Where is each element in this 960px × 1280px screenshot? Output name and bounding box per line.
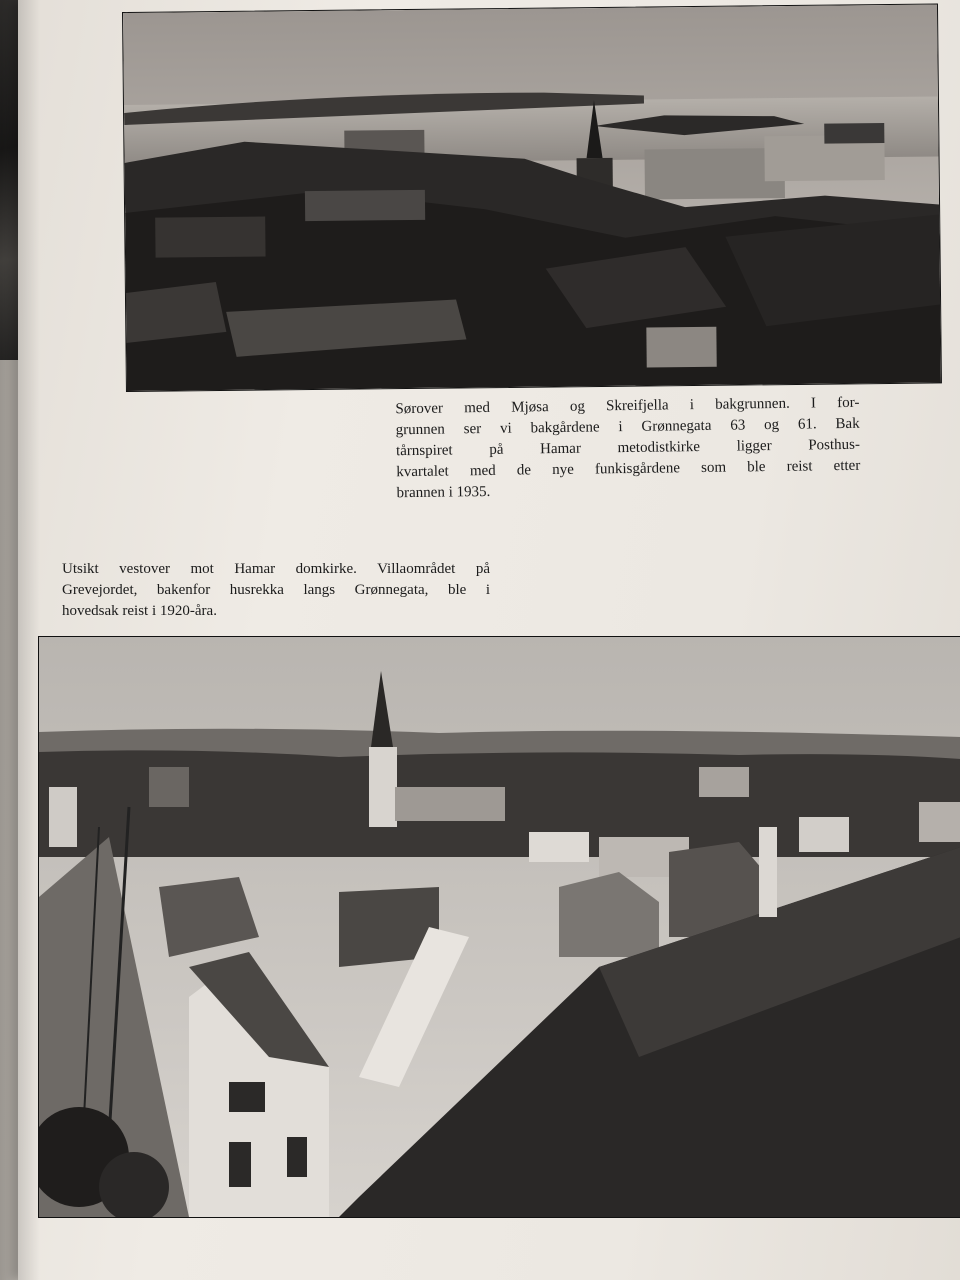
caption-line: kvartalet med de nye funkisgårdene som ble reist etter: [396, 457, 861, 481]
caption-line: Utsikt vestover mot Hamar domkirke. Villaområdet på: [62, 561, 490, 577]
caption-line: tårnspiret på Hamar metodistkirke ligger Posthus-: [395, 436, 861, 460]
caption-top-photo: [395, 393, 860, 504]
caption-line: grunnen ser vi bakgårdene i Grønnegata 63 og 61. Bak: [395, 415, 860, 439]
caption-line: brannen i 1935.: [396, 483, 491, 502]
caption-line: hovedsak reist i 1920-åra.: [62, 603, 217, 619]
caption-bottom-photo: [62, 559, 490, 622]
photo-west-view-cathedral: [38, 636, 960, 1218]
caption-line: Grevejordet, bakenfor husrekka langs Grønnegata, ble i: [62, 582, 490, 598]
spine-shadow: [0, 0, 40, 1280]
book-page: [18, 0, 960, 1280]
caption-line: Sørover med Mjøsa og Skreifjella i bakgrunnen. I for-: [395, 394, 860, 418]
photo-south-view-mjosa: [122, 3, 942, 392]
